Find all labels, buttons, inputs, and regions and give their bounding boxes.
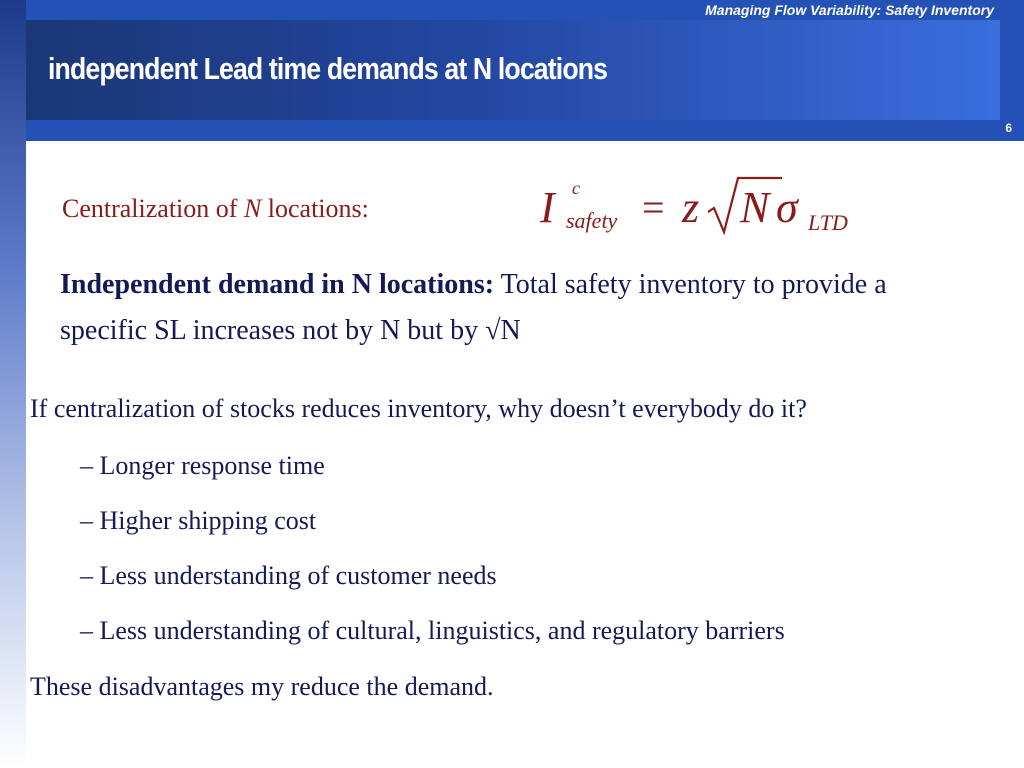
formula-label-prefix: Centralization of — [62, 194, 244, 223]
formula-ltd-subscript: LTD — [808, 210, 848, 235]
reasons-list — [80, 448, 785, 668]
formula-equals: = — [642, 185, 665, 230]
independent-demand-paragraph — [60, 262, 980, 354]
formula-z: z — [682, 183, 700, 232]
centralization-question: If centralization of stocks reduces inventory, why doesn’t everybody do it? — [30, 394, 807, 423]
formula-sigma: σ — [776, 183, 798, 232]
list-item: – Less understanding of cultural, linguistics, and regulatory barriers — [80, 616, 785, 645]
paragraph-bold-lead: Independent demand in N locations: — [60, 269, 495, 300]
formula-n: N — [740, 183, 770, 232]
formula-label — [62, 194, 369, 224]
formula-inventory-symbol: I — [540, 183, 555, 232]
safety-inventory-formula — [540, 172, 870, 244]
list-item: – Less understanding of customer needs — [80, 561, 497, 590]
list-item: – Longer response time — [80, 451, 325, 480]
slide-title: independent Lead time demands at N locations — [48, 51, 608, 86]
slide-number: 6 — [1005, 121, 1012, 135]
conclusion-text: These disadvantages my reduce the demand. — [30, 672, 494, 701]
formula-subscript: safety — [566, 208, 618, 233]
presentation-subtitle: Managing Flow Variability: Safety Inventory — [705, 2, 994, 18]
formula-label-suffix: locations: — [261, 194, 369, 223]
list-item: – Higher shipping cost — [80, 506, 317, 535]
paragraph-text: Total safety inventory to provide a specific SL increases not by N but by √N — [60, 269, 887, 346]
formula-superscript: c — [572, 178, 580, 198]
formula-label-variable: N — [243, 194, 262, 223]
left-decorative-strip — [0, 0, 26, 768]
